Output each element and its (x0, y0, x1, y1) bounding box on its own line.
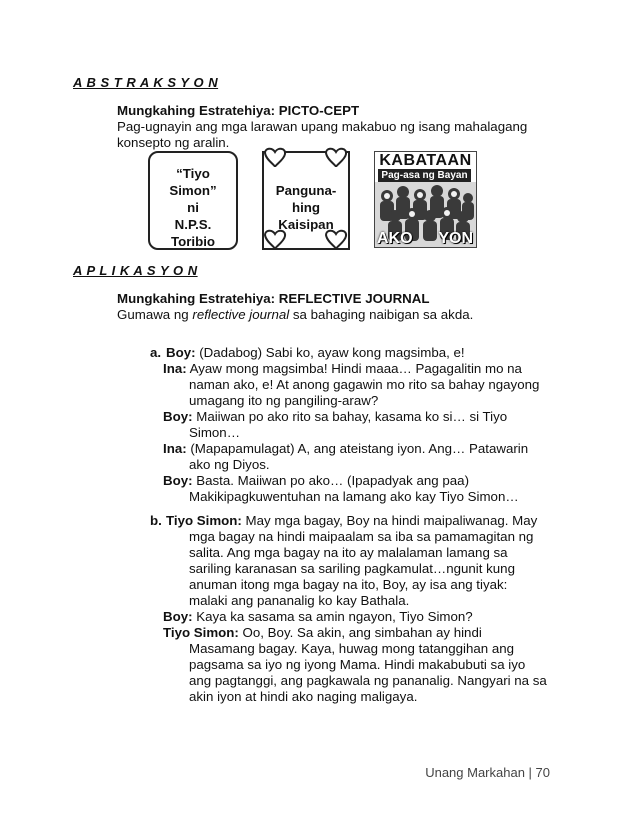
picto-box-2-line-1: Panguna- (275, 183, 337, 198)
speech: Makikipagkuwentuhan na lamang ako kay Tiyo Simon… (189, 489, 519, 504)
dialogue-b-line (189, 657, 525, 673)
speech: salita. Ang mga bagay na ito ay malalaman lamang sa (189, 545, 508, 560)
dialogue-a-line (163, 361, 522, 377)
dialogue-b-label: b. (150, 513, 162, 528)
abstraksyon-instruction-line-2: konsepto ng aralin. (117, 135, 230, 150)
aplikasyon-heading: A P L I K A S Y O N (73, 263, 198, 278)
picto-box-2-line-2: hing (291, 200, 321, 215)
dialogue-b-line (163, 609, 473, 625)
speech: malaki ang pananalig ko kay Bathala. (189, 593, 410, 608)
dialogue-b-line (189, 561, 515, 577)
picto-box-pangunahing-kaisipan (262, 151, 350, 250)
dialogue-b-line (189, 577, 507, 593)
speaker: Boy: (166, 345, 196, 360)
speech: Masamang bagay. Kaya, huwag mong tatanggihan ang (189, 641, 515, 656)
speech: anuman itong mga bagay na ito, Boy, ay isa ang tiyak: (189, 577, 508, 592)
dialogue-a-line (189, 489, 519, 505)
speech: sariling karanasan sa sariling pagkamulat…ngunit kung (189, 561, 515, 576)
page-footer: Unang Markahan | 70 (425, 765, 550, 780)
speech: Simon… (189, 425, 240, 440)
abstraksyon-strategy: Mungkahing Estratehiya: PICTO-CEPT (117, 103, 360, 118)
speech: Kaya ka sasama sa amin ngayon, Tiyo Simon? (192, 609, 473, 624)
poster-ako: AKO (377, 230, 413, 247)
speaker: Boy: (163, 409, 193, 424)
speaker: Ina: (163, 441, 187, 456)
dialogue-a-line (189, 457, 270, 473)
dialogue-b-line (189, 673, 547, 689)
speaker: Boy: (163, 609, 193, 624)
speech: May mga bagay, Boy na hindi maipaliwanag. May (241, 513, 538, 528)
speech: Oo, Boy. Sa akin, ang simbahan ay hindi (238, 625, 482, 640)
dialogue-b-line (163, 625, 482, 641)
dialogue-a-line (166, 345, 465, 361)
speech: pagsama sa iyo ng iyong Mama. Hindi makabubuti sa iyo (189, 657, 526, 672)
speech: naman ako, e! At anong gagawin mo rito sa bahay ngayong (189, 377, 540, 392)
instruction-emphasis: reflective journal (192, 307, 290, 322)
dialogue-b-line (189, 689, 417, 705)
speaker: Boy: (163, 473, 193, 488)
speech: mga bagay na hindi maipaalam sa iba sa pamamagitan ng (189, 529, 534, 544)
dialogue-a-line (163, 441, 528, 457)
speech: Ayaw mong magsimba! Hindi maaa… Pagagalitin mo na (186, 361, 522, 376)
picto-box-2-line-3: Kaisipan (278, 217, 334, 232)
aplikasyon-instruction (117, 307, 473, 323)
dialogue-a-line (163, 473, 469, 489)
picto-box-1-line-2: Simon” (169, 183, 217, 198)
poster-title: KABATAAN (379, 152, 472, 169)
kabataan-poster (374, 151, 477, 248)
instruction-pre: Gumawa ng (117, 307, 193, 322)
speech: (Mapapamulagat) A, ang ateistang iyon. Ang… Patawarin (186, 441, 529, 456)
dialogue-b-line (189, 593, 409, 609)
dialogue-a-line (189, 377, 539, 393)
dialogue-b-line (189, 529, 533, 545)
dialogue-a-line (189, 393, 378, 409)
speaker: Ina: (163, 361, 187, 376)
dialogue-a-line (163, 409, 507, 425)
speech: ang pagtanggi, ang pagkawala ng pananalig. Nangyari na sa (189, 673, 547, 688)
picto-box-1-line-5: Toribio (170, 234, 216, 249)
speech: (Dadabog) Sabi ko, ayaw kong magsimba, e! (195, 345, 465, 360)
picto-box-1-line-3: ni (187, 200, 199, 215)
abstraksyon-heading: A B S T R A K S Y O N (73, 75, 219, 90)
speaker: Tiyo Simon: (163, 625, 239, 640)
speech: Basta. Maiiwan po ako… (Ipapadyak ang paa) (192, 473, 470, 488)
dialogue-b-line (189, 641, 514, 657)
dialogue-b-line (189, 545, 508, 561)
speech: akin iyon at hindi ako naging maligaya. (189, 689, 418, 704)
speech: umagang ito ng pangiling-araw? (189, 393, 379, 408)
picto-box-tiyo-simon (148, 151, 238, 250)
dialogue-a-line (189, 425, 240, 441)
abstraksyon-instruction-line-1: Pag-ugnayin ang mga larawan upang makabuo ng isang mahalagang (117, 119, 528, 134)
picto-box-1-line-1: “Tiyo (176, 166, 210, 181)
instruction-post: sa bahaging naibigan sa akda. (289, 307, 474, 322)
poster-subtitle: Pag-asa ng Bayan (378, 169, 471, 182)
dialogue-b-line (166, 513, 537, 529)
speech: ako ng Diyos. (189, 457, 270, 472)
speaker: Tiyo Simon: (166, 513, 242, 528)
dialogue-a-label: a. (150, 345, 162, 360)
poster-yon: YON (438, 230, 473, 247)
picto-box-1-line-4: N.P.S. (174, 217, 212, 232)
speech: Maiiwan po ako rito sa bahay, kasama ko si… si Tiyo (192, 409, 508, 424)
aplikasyon-strategy: Mungkahing Estratehiya: REFLECTIVE JOURNAL (117, 291, 430, 306)
